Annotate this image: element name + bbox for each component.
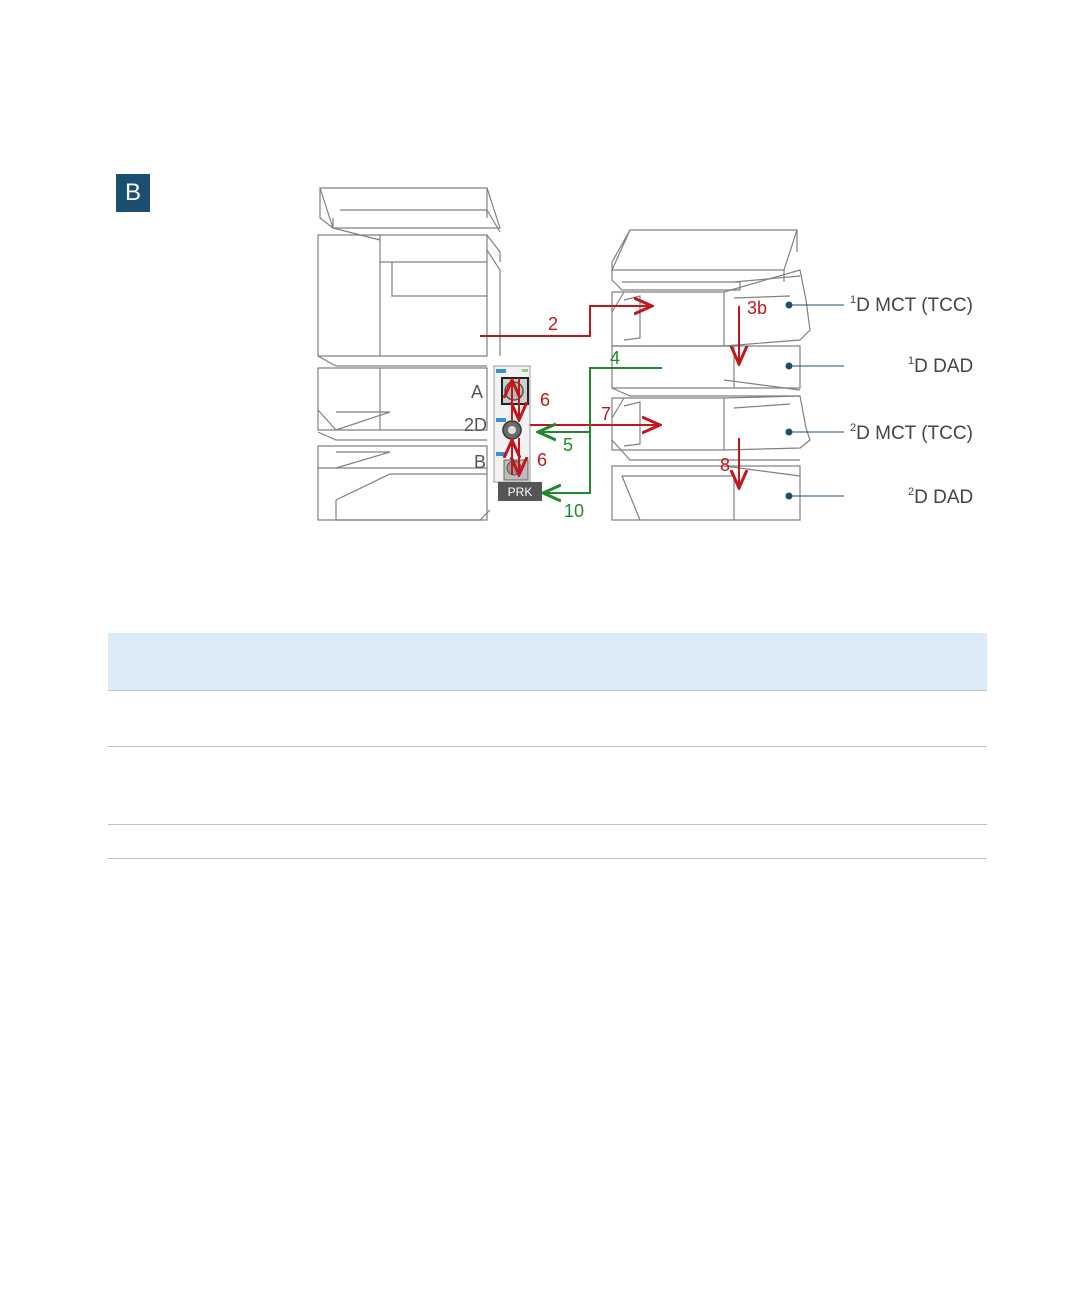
flow-number-8: 8 (720, 455, 731, 475)
mct-2d-module (612, 396, 810, 450)
lower-module (318, 446, 490, 520)
dad-1d-module (612, 346, 800, 396)
prk-label: PRK (507, 485, 533, 499)
pump-module (318, 235, 500, 366)
valve-a-label: A (471, 382, 484, 402)
valve-labels (464, 382, 487, 472)
parameter-table (108, 633, 987, 859)
flow-number-6a: 6 (540, 390, 551, 410)
flow-path-2 (480, 306, 652, 336)
valve-b-label: B (474, 452, 487, 472)
instrument-flow-diagram (0, 0, 1080, 600)
label-2d-dad: $^2$D DAD (908, 486, 974, 508)
label-2d-mct: $^2$D MCT (TCC) (850, 422, 973, 444)
flow-number-4: 4 (610, 348, 621, 368)
right-instrument-stack (612, 230, 810, 520)
dad-2d-module (612, 440, 800, 520)
sampler-module (318, 368, 487, 440)
flow-number-10: 10 (564, 501, 585, 521)
module-pointers (786, 302, 844, 499)
flow-number-2: 2 (548, 314, 559, 334)
table-header (108, 633, 987, 691)
valve-2d-label: 2D (464, 415, 488, 435)
valve-a-icon (505, 382, 523, 400)
green-flow-paths (538, 368, 662, 493)
module-labels (850, 294, 973, 508)
red-flow-paths (480, 306, 739, 488)
table-row (108, 747, 987, 825)
right-solvent-tray (612, 230, 797, 290)
flow-number-5: 5 (563, 435, 574, 455)
table-row (108, 825, 987, 859)
flow-number-7: 7 (601, 404, 612, 424)
flow-numbers (537, 298, 767, 521)
flow-path-4 (538, 368, 662, 432)
flow-number-3b: 3b (747, 298, 768, 318)
flow-number-6b: 6 (537, 450, 548, 470)
label-1d-mct: $^1$D MCT (TCC) (850, 294, 973, 316)
label-1d-dad: $^1$D DAD (908, 355, 974, 377)
table-row (108, 691, 987, 747)
left-instrument-stack (318, 188, 500, 520)
panel-label: B (116, 174, 150, 212)
solvent-tray (320, 188, 500, 240)
